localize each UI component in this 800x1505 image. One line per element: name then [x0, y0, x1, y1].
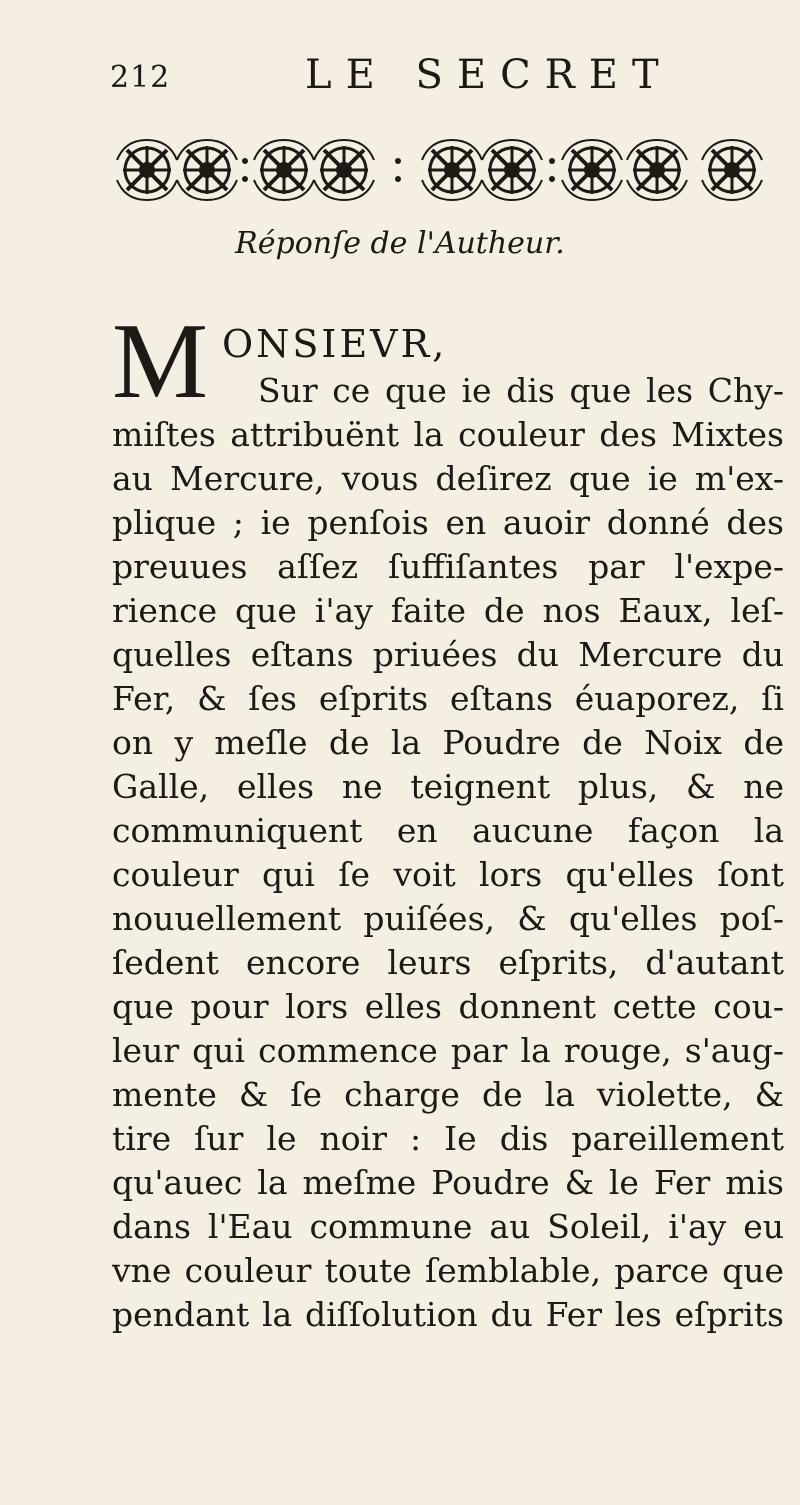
section-heading: Réponſe de l'Autheur.: [235, 226, 565, 261]
text-line: qu'auec la meſme Poudre & le Fer mis: [112, 1163, 784, 1202]
text-line: Sur ce que ie dis que les Chy-: [258, 371, 784, 410]
page-header: [0, 52, 800, 102]
text-line: rience que i'ay faite de nos Eaux, leſ-: [112, 591, 784, 630]
text-line: Galle, elles ne teignent plus, & ne: [112, 767, 784, 806]
text-line: preuues aſſez ſuffiſantes par l'expe-: [112, 547, 784, 586]
text-line: tire ſur le noir : Ie dis pareillement: [112, 1119, 784, 1158]
text-line: on y meſle de la Poudre de Noix de: [112, 723, 784, 762]
text-line: quelles eſtans priuées du Mercure du: [112, 635, 784, 674]
text-line: au Mercure, vous deſirez que ie m'ex-: [112, 459, 784, 498]
text-line: que pour lors elles donnent cette cou-: [112, 987, 784, 1026]
text-line: mente & ſe charge de la violette, &: [112, 1075, 784, 1114]
text-line: plique ; ie penſois en auoir donné des: [112, 503, 784, 542]
text-line: couleur qui ſe voit lors qu'elles ſont: [112, 855, 784, 894]
text-line: nouuellement puiſées, & qu'elles poſ-: [112, 899, 784, 938]
text-line: pendant la diſſolution du Fer les eſprits: [112, 1295, 784, 1334]
text-line: dans l'Eau commune au Soleil, i'ay eu: [112, 1207, 784, 1246]
text-line: ſedent encore leurs eſprits, d'autant: [112, 943, 784, 982]
text-line: leur qui commence par la rouge, s'aug-: [112, 1031, 784, 1070]
drop-cap: M: [112, 302, 209, 421]
ornament-band: [112, 135, 777, 205]
text-line: Fer, & ſes eſprits eſtans éuaporez, ſi: [112, 679, 784, 718]
running-title: LE SECRET: [305, 52, 673, 98]
page-number: 212: [110, 60, 171, 95]
text-line: miſtes attribuënt la couleur des Mixtes: [112, 415, 784, 454]
text-line: communiquent en aucune façon la: [112, 811, 784, 850]
text-line: vne couleur toute ſemblable, parce que: [112, 1251, 784, 1290]
salutation: ONSIEVR,: [222, 322, 448, 366]
